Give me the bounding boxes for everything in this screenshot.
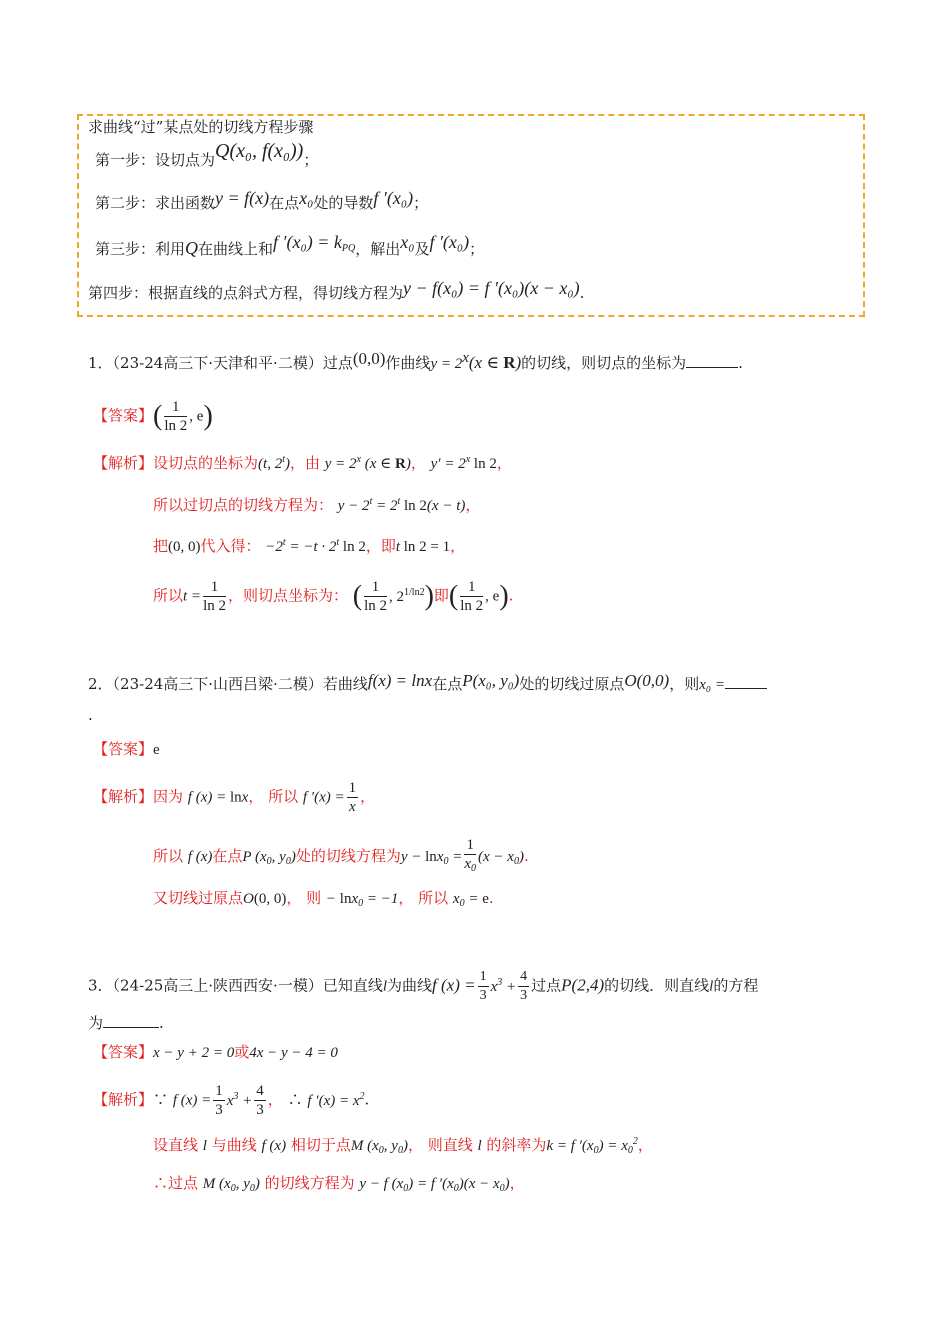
- question-2-analysis-line-3: 又切线过原点O(0, 0)， 则 − lnx$_0$ = −1， 所以 $x_0 = e$.: [153, 889, 494, 909]
- question-1-analysis-line-4: 所以t = $\frac{1}{\ln 2}$ ，则切点坐标为： ( $\frac{1}{\ln 2}$ , $2^{1/ln2}$)即( $\frac{1}{\ln 2}$ , e).: [153, 579, 514, 614]
- question-1-analysis-line-1: 【解析】设切点的坐标为(t, 2$^t$)，由 $y = 2^x$ (x ∈ R)， $y' = 2^x$ ln 2，: [93, 454, 512, 472]
- question-1-answer: 【答案】( $\frac{1}{\ln 2}$ , e): [93, 399, 213, 434]
- question-3-analysis-line-1: 【解析】∵ f (x) = $\frac{1}{3}$ $x^3$ + $\frac{4}{3}$ ， ∴ f $'(x) = x^2$.: [93, 1083, 370, 1118]
- question-3-analysis-line-2: 设直线 l 与曲线 f (x) 相切于点M ($x_0$, $y_0$)， 则直线 l 的斜率为k = f $'(x_0) = x_0^2$，: [153, 1136, 653, 1156]
- question-3-answer: 【答案】x − y + 2 = 0或4x − y − 4 = 0: [93, 1043, 338, 1061]
- question-1: 1．（23-24高三下·天津和平·二模）过点(0,0)作曲线$y = 2^x(x$ ∈ R)的切线，则切点的坐标为 .: [88, 349, 743, 372]
- analysis-tag: 【解析】: [93, 454, 154, 472]
- question-3-analysis-line-3: ∴过点 M ($x_0$, $y_0$) 的切线方程为 y − f $(x_0) = f$ $'(x_0)(x - x_0)$，: [153, 1174, 525, 1194]
- analysis-tag: 【解析】: [93, 787, 154, 806]
- answer-blank: [103, 1013, 159, 1028]
- answer-tag: 【答案】: [93, 740, 154, 758]
- question-1-analysis-line-3: 把(0, 0)代入得： $-2^t = -t \cdot 2^t$ ln 2，即t ln 2 = 1，: [153, 537, 466, 555]
- question-1-analysis-line-2: 所以过切点的切线方程为： $y - 2^t = 2^t$ ln 2(x − t)，: [153, 496, 481, 514]
- answer-blank: [725, 674, 767, 689]
- answer-tag: 【答案】: [93, 1043, 154, 1061]
- answer-tag: 【答案】: [93, 406, 154, 425]
- question-2-answer: 【答案】e: [93, 740, 160, 758]
- method-box-title: 求曲线“过”某点处的切线方程步骤: [88, 118, 314, 136]
- question-2-period: .: [88, 706, 93, 724]
- question-3-line-2: 为 .: [88, 1014, 164, 1032]
- question-3: 3．（24-25高三上·陕西西安·一模）已知直线l为曲线f (x) = $\frac{1}{3}$ $x^3$ + $\frac{4}{3}$ 过点P(2,4)的切线．则直线l的方程: [88, 969, 759, 1003]
- analysis-tag: 【解析】: [93, 1090, 154, 1109]
- question-2: 2．（23-24高三下·山西吕梁·二模）若曲线f(x) = lnx在点P(x₀, y₀)处的切线过原点O(0,0)，则x₀ =: [88, 673, 767, 694]
- method-step-1: 第一步：设切点为Q(x₀, f(x₀))；: [95, 140, 319, 169]
- question-2-analysis-line-2: 所以 f (x)在点P ($x_0$, $y_0$)处的切线方程为y − lnx$_0$ = $\frac{1}{x_0}$ $(x - x_0)$.: [153, 837, 529, 874]
- question-2-analysis-line-1: 【解析】因为 f (x) = lnx， 所以 f ′(x) = $\frac{1}{x}$ ，: [93, 780, 376, 815]
- method-step-2: 第二步：求出函数y = f(x)在点x₀处的导数f ′(x₀)；: [95, 188, 429, 212]
- method-step-4: 第四步：根据直线的点斜式方程，得切线方程为y − f(x₀) = f ′(x₀)(x − x₀).: [88, 278, 585, 302]
- method-step-3: 第三步：利用Q在曲线上和f $'(x_0) = k_{PQ}$，解出x₀及f ′(x₀)；: [95, 232, 485, 258]
- answer-blank: [686, 353, 738, 368]
